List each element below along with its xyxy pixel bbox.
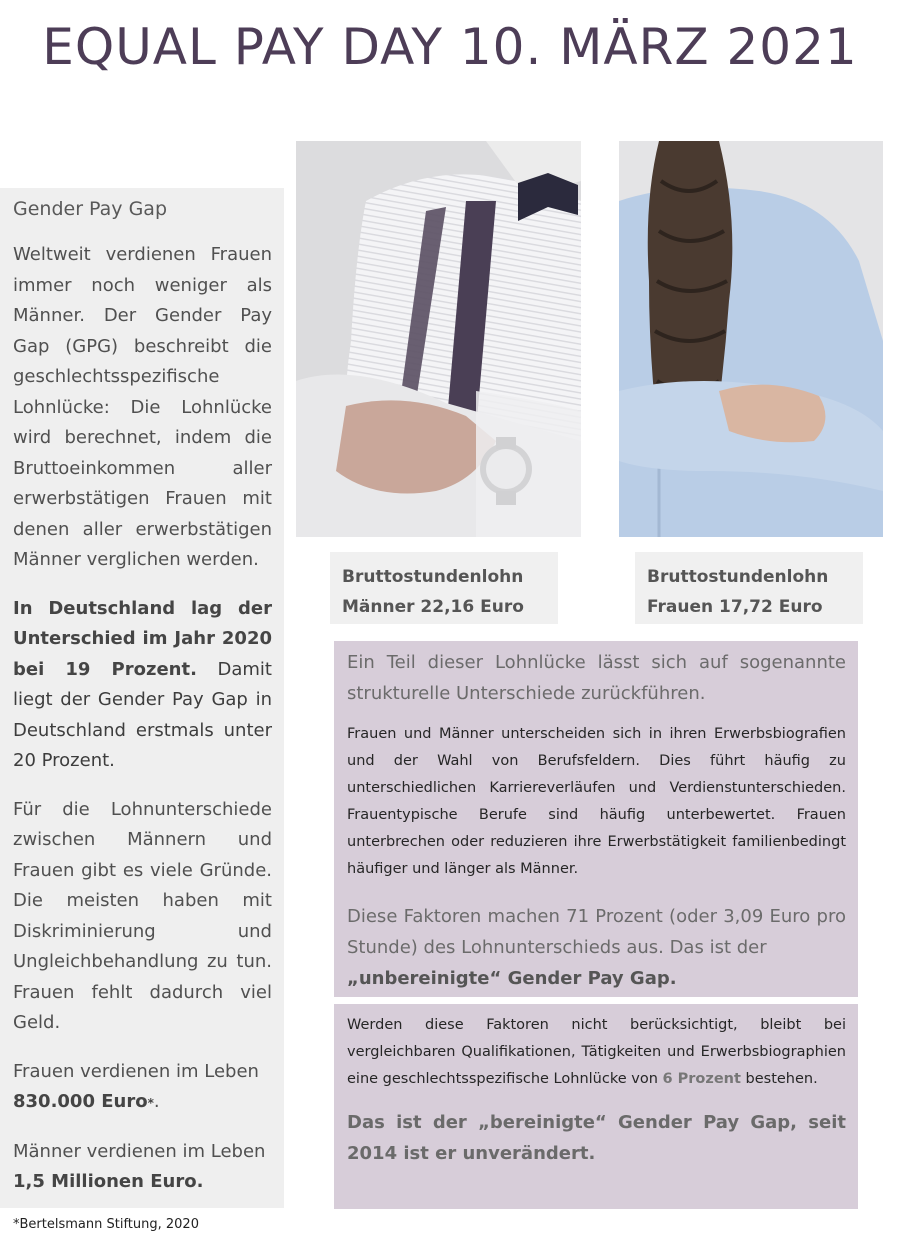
adjusted-detail-end: bestehen. bbox=[745, 1071, 818, 1087]
women-footnote-mark: * bbox=[147, 1096, 154, 1110]
sidebar-women-lifetime bbox=[13, 1057, 272, 1119]
sidebar-reasons-text: Für die Lohnunterschiede zwischen Männern und Frauen gibt es viele Gründe. Die meisten haben mit Diskriminierung und Ungleichbehandlung zu tun. Frauen fehlt dadurch viel Geld. bbox=[13, 798, 272, 1033]
adjusted-detail bbox=[347, 1012, 846, 1093]
structural-differences-box bbox=[334, 641, 858, 997]
men-amount: 1,5 Millionen Euro. bbox=[13, 1171, 204, 1192]
sidebar-germany-rest: Damit liegt der Gender Pay Gap in Deutschland erstmals unter 20 Prozent. bbox=[13, 658, 272, 771]
footnote: *Bertelsmann Stiftung, 2020 bbox=[13, 1216, 199, 1232]
sidebar-germany-bold: In Deutschland lag der Unterschied im Jahr 2020 bei 19 Prozent. bbox=[13, 597, 272, 680]
women-photo bbox=[619, 141, 883, 537]
men-prefix: Männer verdienen im Leben bbox=[13, 1140, 266, 1162]
sidebar-intro-text: Weltweit verdienen Frauen immer noch weniger als Männer. Der Gender Pay Gap (GPG) beschreibt die geschlechtsspezifische Lohnlücke: Die Lohnlücke wird berechnet, indem die Bruttoeinkommen aller erwerbstätigen Frauen mit denen aller erwerbstätigen Männer verglichen werden. bbox=[13, 244, 272, 570]
adjusted-percent: 6 Prozent bbox=[662, 1071, 741, 1087]
adjusted-gap-box bbox=[334, 1004, 858, 1209]
structural-intro: Ein Teil dieser Lohnlücke lässt sich auf sogenannte strukturelle Unterschiede zurückführen. bbox=[347, 652, 846, 704]
factors-text: Diese Faktoren machen 71 Prozent (oder 3,09 Euro pro Stunde) des Lohnunterschieds aus. Das ist der bbox=[347, 906, 846, 958]
caption-men-wage bbox=[330, 552, 558, 624]
caption-men-line1: Bruttostundenlohn bbox=[342, 567, 524, 587]
sidebar-germany bbox=[13, 594, 272, 777]
woman-illustration bbox=[619, 141, 883, 537]
adjusted-conclusion: Das ist der „bereinigte“ Gender Pay Gap, seit 2014 ist er unverändert. bbox=[347, 1112, 846, 1164]
sidebar-gender-pay-gap bbox=[0, 188, 284, 1232]
sidebar-reasons bbox=[13, 795, 272, 1039]
women-amount: 830.000 Euro bbox=[13, 1091, 148, 1112]
caption-women-wage bbox=[635, 552, 863, 624]
structural-factors bbox=[347, 901, 846, 994]
caption-women-line1: Bruttostundenlohn bbox=[647, 567, 829, 587]
sidebar-intro bbox=[13, 240, 272, 576]
sidebar-heading: Gender Pay Gap bbox=[13, 198, 168, 220]
man-illustration bbox=[296, 141, 581, 537]
men-photo bbox=[296, 141, 581, 537]
women-prefix: Frauen verdienen im Leben bbox=[13, 1060, 259, 1082]
women-suffix: . bbox=[153, 1091, 160, 1112]
unadjusted-gap: „unbereinigte“ Gender Pay Gap. bbox=[347, 968, 677, 989]
adjusted-detail-start: Werden diese Faktoren nicht berücksichtigt, bleibt bei vergleichbaren Qualifikationen, Tätigkeiten und Erwerbsbiographien eine geschlechtsspezifische Lohnlücke von bbox=[347, 1017, 846, 1087]
page-title: EQUAL PAY DAY 10. MÄRZ 2021 bbox=[42, 18, 858, 76]
caption-men-line2: Männer 22,16 Euro bbox=[342, 597, 524, 617]
structural-detail: Frauen und Männer unterscheiden sich in ihren Erwerbsbiografien und der Wahl von Berufsfeldern. Dies führt häufig zu unterschiedlichen Karriereverläufen und Verdienstunterschieden. Frauentypische Berufe sind häufig unterbewertet. Frauen unterbrechen oder reduzieren ihre Erwerbstätigkeit familienbedingt häufiger und länger als Männer. bbox=[347, 726, 846, 877]
caption-women-line2: Frauen 17,72 Euro bbox=[647, 597, 823, 617]
sidebar-men-lifetime bbox=[13, 1137, 272, 1198]
